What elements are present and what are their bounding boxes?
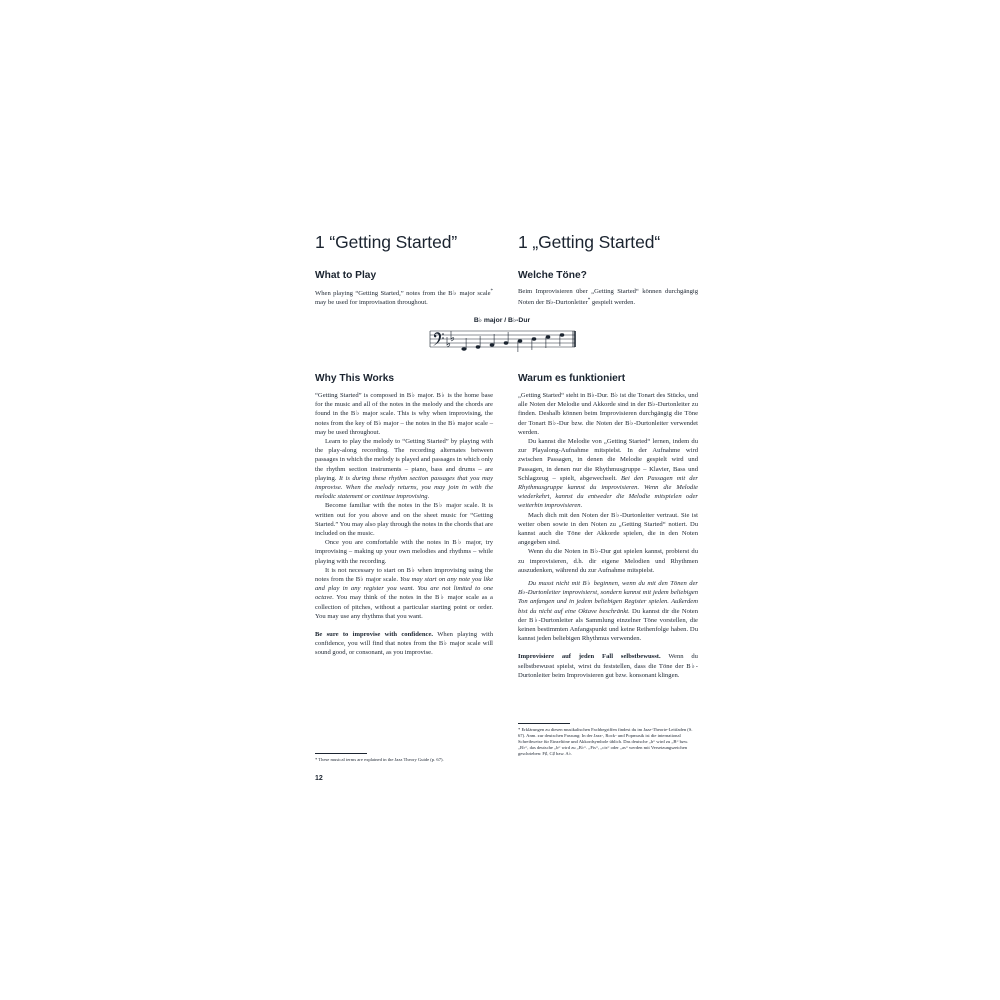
chapter-title-de: 1 „Getting Started“ (518, 232, 661, 252)
paragraph-text: Wenn du selbstbewusst spielst, wirst du feststellen, dass die Töne der B♭-Durtonleiter beim Improvisieren gut bzw. konsonant klingen. (518, 653, 698, 679)
bass-clef-staff (428, 325, 578, 355)
scale-label: B♭ major / B♭-Dur (473, 317, 531, 324)
footnote-rule-en (315, 753, 367, 754)
footnote-de: * Erklärungen zu diesen musikalischen Fachbegriffen findest du im Jazz-Theorie-Leitfaden (S. 67). Anm. zur deutschen Fassung: In der Jazz-, Rock- und Popmusik ist die international Schreibweise für Einzeltöne und Akkordsymbole üblich. Das deutsche „h“ wird zu „B“ bzw. „B♭“, das deutsche „b“ wird zu „B♭“. „Fis“, „cis“ oder „as“ werden mit Versetzungszeichen geschrieben: F♯, C♯ bzw. A♭. (518, 727, 693, 756)
chapter-title-en: 1 “Getting Started” (315, 232, 458, 252)
section-heading-welche-toene: Welche Töne? (518, 270, 587, 281)
paragraph: Wenn du die Noten in B♭-Dur gut spielen kannst, probierst du zu improvisieren, d.h. dir eigene Melodien und Rhythmen auszudenken, während du zur Aufnahme mitspielst. (518, 548, 698, 574)
intro-text-en-a: When playing “Getting Started,” notes from the B♭ major scale (315, 290, 491, 298)
intro-text-en (315, 287, 493, 308)
paragraph (518, 579, 698, 643)
intro-text-de (518, 287, 698, 308)
paragraph: „Getting Started“ steht in B♭-Dur. B♭ ist die Tonart des Stücks, und alle Noten der Melodie und Akkorde sind in der B♭-Durtonleiter zu finden. Deshalb können beim Improvisieren durchgängig die Töne der Tonart B♭-Dur bzw. die Noten der B♭-Durtonleiter verwendet werden. (518, 392, 698, 436)
page-number: 12 (315, 775, 323, 782)
intro-text-en-b: may be used for improvisation throughout. (315, 299, 428, 307)
paragraph (518, 437, 698, 511)
paragraph (315, 630, 493, 658)
paragraph-text: Du kannst die Melodie von „Getting Started“ lernen, indem du zur Playalong-Aufnahme mitspielst. In der Aufnahme wird zwischen Passagen, in denen die Melodie gespielt wird und Passagen, in denen nur die Rhythmusgruppe – Klavier, Bass und Schlagzeug – spielt, abgewechselt. (518, 438, 698, 482)
footnote-rule-de (518, 723, 570, 724)
paragraph-emphasis: You may start on any note you like and play in any register you want. You are not limited to one octave. (315, 576, 493, 602)
paragraph-text: It is not necessary to start on B♭ when improvising using the notes from the B♭ major scale. (315, 566, 493, 584)
footnote-marker-en: * (490, 289, 493, 294)
section-heading-why-this-works: Why This Works (315, 373, 395, 384)
intro-text-de-b: gespielt werden. (590, 299, 636, 307)
paragraph-bold: Improvisiere auf jeden Fall selbstbewusst. (518, 653, 661, 661)
section-heading-what-to-play: What to Play (315, 270, 377, 281)
scale-example (428, 315, 578, 355)
paragraph (315, 566, 493, 621)
footnote-en: * These musical terms are explained in the Jazz Theory Guide (p. 67). (315, 757, 444, 762)
paragraph-bold: Be sure to improvise with confidence. (315, 631, 434, 639)
why-body-de (518, 391, 698, 680)
section-heading-warum-es-funktioniert: Warum es funktioniert (518, 373, 626, 384)
paragraph-text: You may think of the notes in the B♭ major scale as a collection of pitches, without a particular starting point or order. You may use any rhythms that you want. (315, 594, 493, 620)
paragraph-text: Du kannst dir die Noten der B♭-Durtonleiter als Sammlung einzelner Töne vorstellen, die keinen bestimmten Anfangspunkt und keine Reihenfolge haben. Du kannst jeden beliebigen Rhythmus verwenden. (518, 607, 698, 643)
paragraph (518, 652, 698, 680)
paragraph-emphasis: Du musst nicht mit B♭ beginnen, wenn du mit den Tönen der B♭-Durtonleiter improvisierst, sondern kannst mit jedem beliebigen Ton anfangen und in jedem beliebigen Register spielen. Außerdem bist du nicht auf eine Oktave beschränkt. (518, 580, 698, 615)
footnote-marker-de: * (587, 298, 591, 304)
paragraph: “Getting Started” is composed in B♭ major. B♭ is the home base for the music and all of the notes in the melody and the chords are found in the B♭ major scale. This is why when improvising, the notes from the key of B♭ major – the notes in the B♭ major scale – may be used throughout. (315, 392, 493, 436)
paragraph-emphasis: Bei den Passagen mit der Rhythmusgruppe kannst du improvisieren. Wenn die Melodie wiederkehrt, kannst du entweder die Melodie mitspielen oder weiterhin improvisieren. (518, 474, 698, 510)
paragraph-text: Learn to play the melody to “Getting Started” by playing with the play-along recording. The recording alternates between passages in which the melody is played and passages in which only the rhythm section instruments – piano, bass and drums – are playing. (315, 438, 493, 482)
paragraph-text: When playing with confidence, you will find that notes from the B♭ major scale will sound good, or consonant, as you improvise. (315, 631, 493, 657)
paragraph-emphasis: It is during these rhythm section passages that you may improvise. When the melody returns, you may join in with the melodic statement or continue improvising. (315, 474, 493, 501)
paragraph (315, 437, 493, 501)
paragraph: Become familiar with the notes in the B♭ major scale. It is written out for you above and on the sheet music for “Getting Started.” You may also play through the notes in the chords that are included on the music. (315, 502, 493, 538)
paragraph: Mach dich mit den Noten der B♭-Durtonleiter vertraut. Sie ist weiter oben sowie in den Noten zu „Getting Started“ notiert. Du kannst auch die Töne der Akkorde spielen, die in den Noten angegeben sind. (518, 511, 698, 547)
intro-text-de-a: Beim Improvisieren über „Getting Started“ können durchgängig Noten der B♭-Durtonleiter (518, 288, 698, 307)
paragraph: Once you are comfortable with the notes in B♭ major, try improvising – making up your own melodies and rhythms – while playing with the recording. (315, 539, 493, 565)
why-body-en (315, 391, 493, 658)
